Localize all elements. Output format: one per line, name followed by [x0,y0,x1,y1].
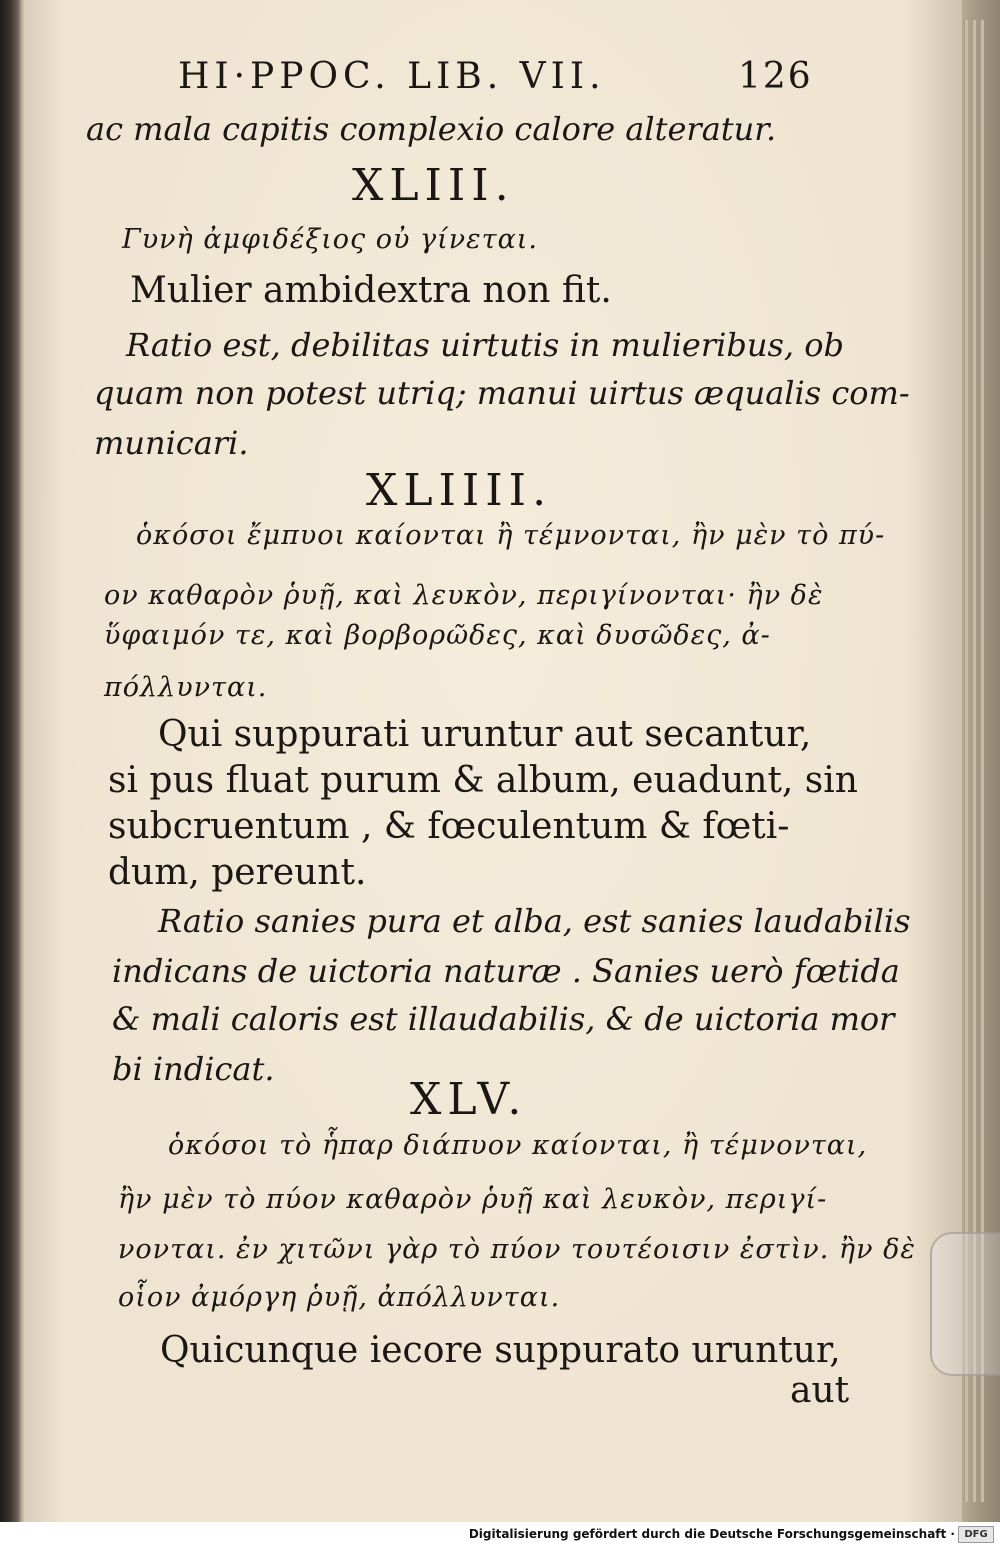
text-line: indicans de uictoria naturæ . Sanies uerò fœtida [112,952,900,990]
text-line: Mulier ambidextra non fit. [130,270,612,311]
greek-line: ἢν μὲν τὸ πύον καθαρὸν ῥυῇ καὶ λευκὸν, περιγί- [118,1184,828,1215]
aphorism-number: XLIII. [352,160,515,211]
aphorism-number: XLIIII. [366,465,553,516]
dfg-logo: DFG [958,1526,994,1543]
text-line: quam non potest utriq; manui uirtus æqualis com- [94,374,910,412]
running-title: HI·PPOC. LIB. VII. [178,56,606,97]
greek-line: οἷον ἀμόργη ῥυῇ, ἀπόλλυνται. [118,1282,561,1313]
text-line: subcruentum , & fœculentum & fœti- [108,806,790,847]
text-line: municari. [94,424,249,462]
greek-line: Γυνὴ ἀμφιδέξιος οὐ γίνεται. [122,224,538,255]
text-line: & mali caloris est illaudabilis, & de uictoria mor [112,1000,895,1038]
text-line: Ratio est, debilitas uirtutis in mulieribus, ob [126,326,844,364]
text-line: Quicunque iecore suppurato uruntur, [160,1330,841,1371]
text-line: dum, pereunt. [108,852,367,893]
greek-line: νονται. ἐν χιτῶνι γὰρ τὸ πύον τουτέοισιν ἐστὶν. ἢν δὲ [118,1234,916,1265]
credit-text: Digitalisierung gefördert durch die Deutsche Forschungsgemeinschaft · [468,1527,955,1541]
aphorism-number: XLV. [410,1074,528,1125]
text-line: ac mala capitis complexio calore alteratur. [86,110,777,148]
greek-line: ὁκόσοι τὸ ἧπαρ διάπυον καίονται, ἢ τέμνονται, [168,1130,868,1161]
digitization-credit-bar [0,1522,1000,1545]
text-line: Qui suppurati uruntur aut secantur, [158,714,812,755]
greek-line: ὁκόσοι ἔμπυοι καίονται ἢ τέμνονται, ἢν μὲν τὸ πύ- [136,520,886,551]
text-line: Ratio sanies pura et alba, est sanies laudabilis [158,902,911,940]
page-number: 126 [738,56,813,97]
text-line: bi indicat. [112,1050,275,1088]
greek-line: πόλλυνται. [104,672,268,703]
text-line: si pus fluat purum & album, euadunt, sin [108,760,858,801]
greek-line: ον καθαρὸν ῥυῇ, καὶ λευκὸν, περιγίνονται· ἢν δὲ [104,580,824,611]
greek-line: ὕφαιμόν τε, καὶ βορβορῶδες, καὶ δυσῶδες, ἀ- [104,620,771,651]
catchword: aut [790,1370,850,1411]
page-clip-tab [930,1232,1000,1376]
